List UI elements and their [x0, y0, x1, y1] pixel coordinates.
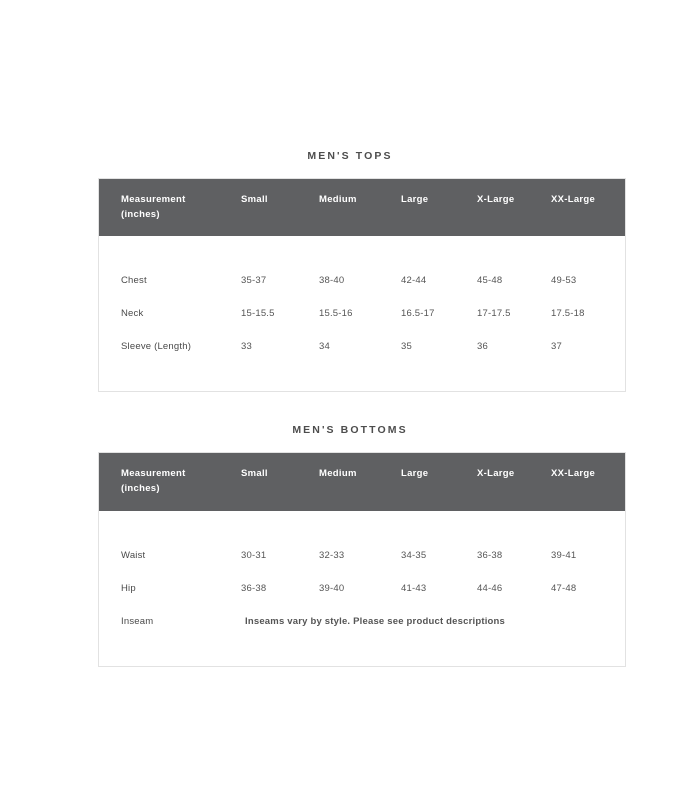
- row-label-hip: Hip: [121, 582, 136, 594]
- row-label-chest: Chest: [121, 275, 147, 287]
- table-header-row: [99, 179, 626, 237]
- cell-chest-small: 35-37: [241, 275, 267, 287]
- row-label-neck: Neck: [121, 308, 144, 320]
- table-row: [99, 605, 626, 638]
- spacer-cell: [99, 511, 626, 539]
- column-header-xx-large: XX-Large: [551, 468, 596, 480]
- column-header-x-large: X-Large: [477, 468, 515, 480]
- column-header-x-large: X-Large: [477, 194, 515, 205]
- cell-sleeve-large: 35: [401, 341, 412, 353]
- cell-sleeve-small: 33: [241, 341, 252, 353]
- spacer-cell: [99, 236, 626, 264]
- row-label-inseam: Inseam: [121, 615, 154, 627]
- cell-hip-small: 36-38: [241, 582, 267, 594]
- cell-chest-xx-large: 49-53: [551, 275, 577, 287]
- cell-hip-large: 41-43: [401, 582, 427, 594]
- table-row: [99, 539, 626, 572]
- cell-neck-x-large: 17-17.5: [477, 308, 511, 320]
- cell-hip-medium: 39-40: [319, 582, 345, 594]
- column-header-measurement: [99, 179, 242, 237]
- column-header-measurement-units: (inches): [121, 483, 160, 495]
- spacer-cell: [99, 638, 626, 667]
- cell-inseam-note: Inseams vary by style. Please see product descriptions: [245, 615, 506, 627]
- spacer-row: [99, 363, 626, 392]
- spacer-row: [99, 236, 626, 264]
- column-header-large: Large: [401, 468, 429, 480]
- table-row: [99, 297, 626, 330]
- mens-tops-size-table: [98, 178, 626, 392]
- cell-sleeve-xx-large: 37: [551, 341, 562, 353]
- section-title-mens-tops: MEN'S TOPS: [307, 150, 393, 162]
- cell-sleeve-medium: 34: [319, 341, 330, 353]
- row-label-waist: Waist: [121, 549, 146, 561]
- table-row: [99, 572, 626, 605]
- cell-sleeve-x-large: 36: [477, 341, 488, 353]
- column-header-measurement-label: Measurement: [121, 194, 186, 205]
- cell-chest-large: 42-44: [401, 275, 427, 287]
- cell-neck-small: 15-15.5: [241, 308, 275, 320]
- cell-chest-x-large: 45-48: [477, 275, 503, 287]
- column-header-measurement-units: (inches): [121, 208, 160, 220]
- section-title-mens-bottoms: MEN'S BOTTOMS: [292, 424, 408, 437]
- spacer-cell: [99, 363, 626, 392]
- column-header-xx-large: XX-Large: [551, 194, 596, 205]
- cell-chest-medium: 38-40: [319, 275, 345, 287]
- spacer-row: [99, 638, 626, 667]
- cell-waist-x-large: 36-38: [477, 549, 503, 561]
- cell-hip-x-large: 44-46: [477, 582, 503, 594]
- column-header-small: Small: [241, 468, 268, 480]
- column-header-large: Large: [401, 194, 429, 205]
- table-body: [99, 511, 626, 667]
- cell-neck-large: 16.5-17: [401, 308, 435, 320]
- column-header-measurement: [99, 453, 242, 511]
- cell-hip-xx-large: 47-48: [551, 582, 577, 594]
- column-header-medium: Medium: [319, 468, 357, 480]
- column-header-measurement-label: Measurement: [121, 468, 186, 480]
- cell-neck-medium: 15.5-16: [319, 308, 353, 320]
- cell-waist-large: 34-35: [401, 549, 427, 561]
- table-header: [99, 453, 626, 511]
- column-header-small: Small: [241, 194, 268, 205]
- table-row: [99, 330, 626, 363]
- spacer-row: [99, 511, 626, 539]
- column-header-medium: Medium: [319, 194, 357, 205]
- cell-waist-xx-large: 39-41: [551, 549, 577, 561]
- cell-waist-medium: 32-33: [319, 549, 345, 561]
- table-header: [99, 179, 626, 237]
- row-label-sleeve-length: Sleeve (Length): [121, 341, 192, 353]
- cell-neck-xx-large: 17.5-18: [551, 308, 585, 320]
- table-body: [99, 236, 626, 392]
- table-header-row: [99, 453, 626, 511]
- cell-waist-small: 30-31: [241, 549, 267, 561]
- table-row: [99, 264, 626, 297]
- mens-bottoms-size-table: [98, 452, 626, 666]
